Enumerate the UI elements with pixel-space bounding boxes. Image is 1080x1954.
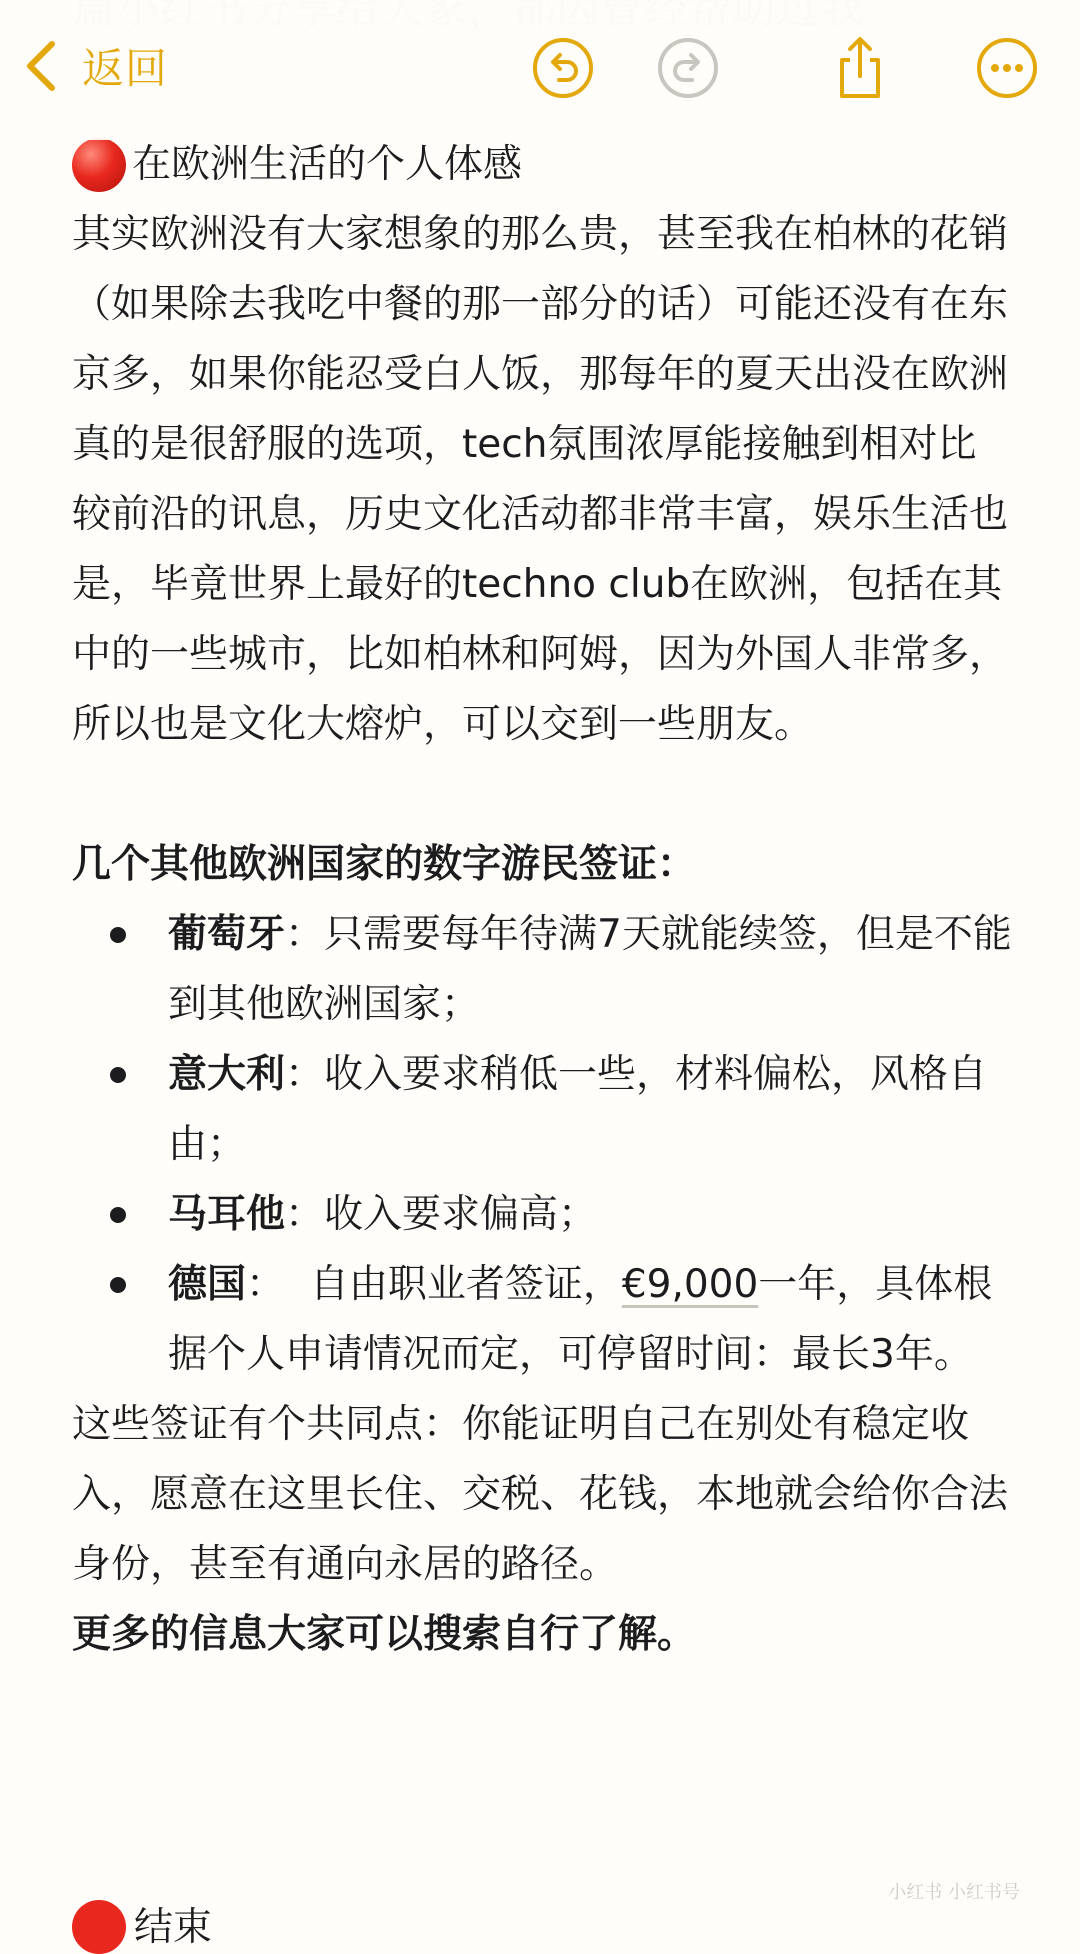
bullet-icon [110,927,126,943]
back-label: 返回 [82,44,169,93]
summary-text: 这些签证有个共同点：你能证明自己在别处有稳定收入，愿意在这里长住、交税、花钱，本地就会给你合法身份，甚至有通向永居的路径。 [72,1402,1009,1587]
separator: ： [246,1262,310,1307]
notes-toolbar [0,0,1080,140]
list-item [72,1040,1012,1180]
section-heading [72,130,1012,200]
undo-button[interactable] [531,36,595,100]
visa-section-title: 几个其他欧洲国家的数字游民签证： [72,842,697,887]
country-name: 葡萄牙 [168,912,286,957]
blank-line [72,760,1012,830]
separator: ： [285,1052,325,1097]
red-circle-emoji-icon [72,138,126,192]
country-name: 马耳他 [168,1192,286,1237]
country-name: 德国 [168,1262,247,1307]
list-item [72,1180,1012,1250]
closing-text: 更多的信息大家可以搜索自行了解。 [72,1612,697,1657]
more-icon [975,36,1039,100]
visa-list [72,900,1012,1390]
section-title: 在欧洲生活的个人体感 [132,142,523,187]
country-desc-cont: 一年，具体根据个人申请情况而定，可停留时间：最长3年。 [168,1262,993,1377]
bullet-icon [110,1067,126,1083]
list-item [72,900,1012,1040]
more-button[interactable] [975,36,1039,100]
bullet-icon [110,1277,126,1293]
share-button[interactable] [828,36,892,100]
undo-icon [531,36,595,100]
note-body[interactable] [72,130,1012,1670]
list-item [72,1250,1012,1390]
country-name: 意大利 [168,1052,286,1097]
chevron-left-icon [20,36,60,96]
separator: ： [285,912,325,957]
country-desc: 自由职业者签证， [309,1262,622,1307]
redo-button[interactable] [656,36,720,100]
back-button[interactable] [20,36,168,96]
bullet-icon [110,1207,126,1223]
share-icon [828,36,892,100]
redo-icon [656,36,720,100]
amount-link[interactable]: €9,000 [621,1262,759,1307]
country-desc: 收入要求稍低一些，材料偏松，风格自由； [168,1052,988,1167]
country-desc: 收入要求偏高； [324,1192,598,1237]
country-desc: 只需要每年待满7天就能续签，但是不能到其他欧洲国家； [168,912,1012,1027]
watermark: 小红书 小红书号 [888,1882,1020,1903]
section-body: 其实欧洲没有大家想象的那么贵，甚至我在柏林的花销（如果除去我吃中餐的那一部分的话）可能还没有在东京多，如果你能忍受白人饭，那每年的夏天出没在欧洲真的是很舒服的选项，tech氛围浓厚能接触到相对比较前沿的讯息，历史文化活动都非常丰富，娱乐生活也是，毕竟世界上最好的techno club在欧洲，包括在其中的一些城市，比如柏林和阿姆，因为外国人非常多，所以也是文化大熔炉，可以交到一些朋友。 [72,212,1009,747]
red-circle-emoji-icon [72,1900,126,1954]
next-section-heading: 结束 [134,1905,213,1950]
separator: ： [285,1192,325,1237]
